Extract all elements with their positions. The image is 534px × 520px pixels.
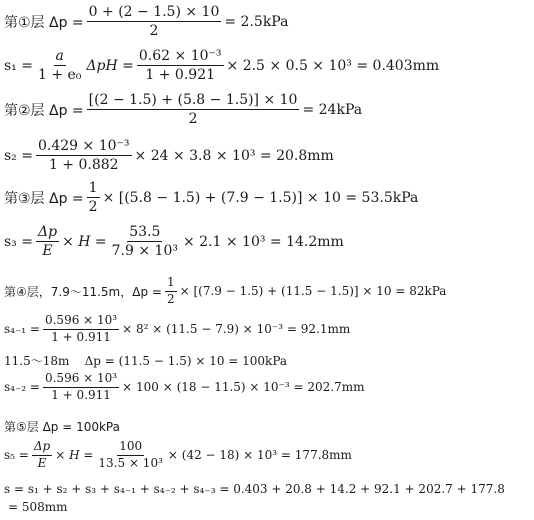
fraction-denominator: 7.9 × 10³ (111, 243, 178, 260)
s5-result: × (42 − 18) × 10³ = 177.8mm (167, 448, 352, 463)
fraction-denominator: 1 + 0.921 (145, 67, 216, 84)
s4-2-result: × 100 × (18 − 11.5) × 10⁻³ = 202.7mm (122, 380, 365, 395)
s4-1-settlement-line (4, 314, 350, 345)
s5-fraction-ratio (32, 440, 52, 471)
s4-1-result: × 8² × (11.5 − 7.9) × 10⁻³ = 92.1mm (122, 322, 351, 337)
fraction-denominator: 1 + e₀ (37, 67, 82, 84)
fraction-denominator: 2 (188, 111, 198, 128)
s1-prefix: s₁ = (4, 57, 33, 74)
s1-middle: ΔpH = (86, 57, 134, 74)
s3-prefix: s₃ = (4, 233, 33, 250)
fraction-numerator: 1 (87, 180, 100, 198)
s3-middle: × H = (62, 233, 107, 250)
layer-1-fraction (87, 4, 222, 39)
layer-4-result: × [(7.9 − 1.5) + (11.5 − 1.5)] × 10 = 82kPa (179, 284, 447, 299)
s4-2-settlement-line (4, 372, 365, 403)
s5-settlement-line (4, 440, 352, 471)
total-settlement-line (4, 482, 505, 496)
fraction-numerator: 53.5 (127, 224, 162, 242)
s1-fraction-b (137, 48, 224, 83)
layer-3-fraction (87, 180, 100, 215)
s2-prefix: s₂ = (4, 147, 33, 164)
s4-1-fraction (43, 314, 119, 345)
total-settlement-sum: s = s₁ + s₂ + s₃ + s₄₋₁ + s₄₋₂ + s₄₋₃ = 0.403 + 20.8 + 14.2 + 92.1 + 202.7 + 177.8 (4, 482, 505, 496)
s4-1-prefix: s₄₋₁ = (4, 322, 40, 337)
fraction-numerator: 0 + (2 − 1.5) × 10 (87, 4, 222, 22)
fraction-denominator: 13.5 × 10³ (98, 455, 163, 470)
s4-2-prefix: s₄₋₂ = (4, 380, 40, 395)
fraction-numerator: 0.429 × 10⁻³ (36, 138, 132, 156)
layer-5-pressure-line (4, 418, 120, 435)
s3-settlement-line (4, 224, 344, 259)
s1-result: × 2.5 × 0.5 × 10³ = 0.403mm (226, 57, 440, 74)
s2-fraction (36, 138, 132, 173)
layer-4-sublayer-pressure-line (4, 352, 287, 369)
layer-1-result: = 2.5kPa (224, 13, 289, 30)
fraction-numerator: Δp (36, 224, 59, 242)
s1-settlement-line (4, 48, 439, 83)
layer-1-prefix: 第①层 Δp = (4, 14, 84, 31)
s5-middle: × H = (55, 448, 94, 463)
fraction-numerator: 1 (165, 276, 177, 292)
s5-prefix: s₅ = (4, 448, 29, 463)
fraction-denominator: 1 + 0.882 (48, 157, 119, 174)
layer-4-fraction (165, 276, 177, 307)
fraction-numerator: Δp (32, 440, 52, 456)
s2-settlement-line (4, 138, 334, 173)
s3-fraction-ratio (36, 224, 59, 259)
layer-4-pressure-line (4, 276, 446, 307)
fraction-denominator: 1 + 0.911 (51, 387, 111, 402)
layer-3-pressure-line (4, 180, 418, 215)
fraction-denominator: 2 (88, 199, 98, 216)
fraction-denominator: 2 (149, 23, 159, 40)
fraction-numerator: a (54, 48, 66, 66)
s4-2-fraction (43, 372, 119, 403)
layer-2-prefix: 第②层 Δp = (4, 102, 84, 119)
total-settlement-result: = 508mm (8, 500, 68, 514)
layer-1-pressure-line (4, 4, 288, 39)
fraction-numerator: 0.596 × 10³ (43, 314, 119, 330)
fraction-denominator: E (42, 243, 53, 260)
fraction-denominator: 2 (166, 291, 175, 306)
layer-5-text: 第⑤层 Δp = 100kPa (4, 420, 120, 434)
s3-fraction-values (110, 224, 180, 259)
fraction-numerator: 0.62 × 10⁻³ (137, 48, 224, 66)
fraction-denominator: 1 + 0.911 (51, 329, 111, 344)
fraction-numerator: 0.596 × 10³ (43, 372, 119, 388)
fraction-numerator: [(2 − 1.5) + (5.8 − 1.5)] × 10 (87, 92, 300, 110)
total-settlement-result-line (8, 500, 68, 514)
layer-4-prefix: 第④层，7.9～11.5m，Δp = (4, 284, 162, 299)
layer-2-result: = 24kPa (302, 101, 363, 118)
s3-result: × 2.1 × 10³ = 14.2mm (182, 233, 344, 250)
layer-3-prefix: 第③层 Δp = (4, 190, 84, 207)
layer-3-result: × [(5.8 − 1.5) + (7.9 − 1.5)] × 10 = 53.5kPa (102, 189, 419, 206)
sublayer-pressure-text: 11.5～18m Δp = (11.5 − 1.5) × 10 = 100kPa (4, 354, 288, 368)
layer-2-fraction (87, 92, 300, 127)
fraction-numerator: 100 (117, 440, 144, 456)
s5-fraction-values (96, 440, 164, 471)
fraction-denominator: E (37, 455, 47, 470)
s1-fraction-a (36, 48, 83, 83)
s2-result: × 24 × 3.8 × 10³ = 20.8mm (134, 147, 334, 164)
layer-2-pressure-line (4, 92, 362, 127)
